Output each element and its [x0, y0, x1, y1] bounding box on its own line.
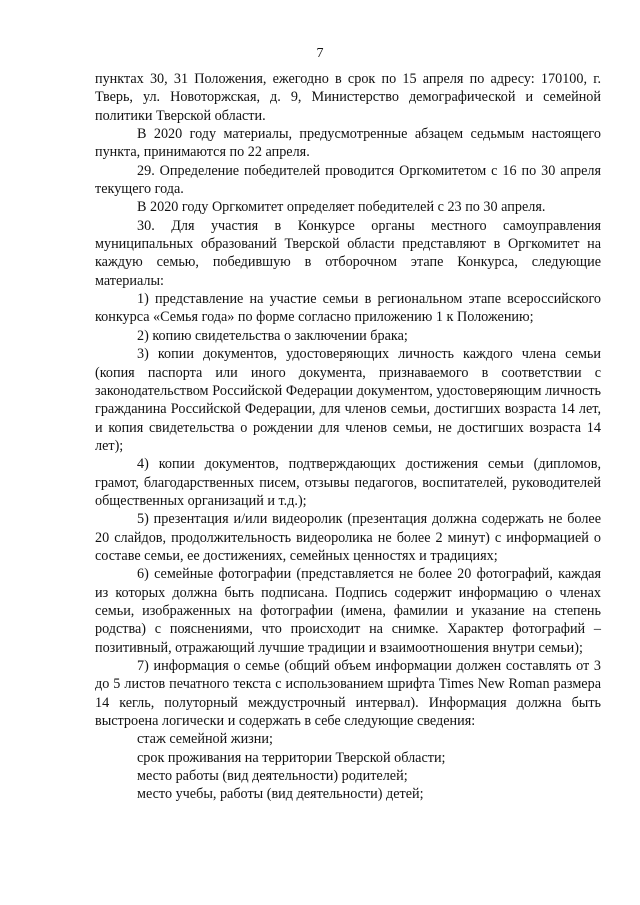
page-number: 7 [316, 46, 324, 61]
paragraph-item-30: 30. Для участия в Конкурсе органы местного самоуправления муниципальных образований Тверской области представляют в Оргкомитет на каждую семью, победившую в отборочном этапе Конкурса, следующие материалы: [95, 217, 601, 289]
list-item: срок проживания на территории Тверской области; [137, 749, 446, 766]
paragraph-continuation: пунктах 30, 31 Положения, ежегодно в срок по 15 апреля по адресу: 170100, г. Тверь, ул. Новоторжская, д. 9, Министерство демографической и семейной политики Тверской области. [95, 71, 601, 124]
paragraph-2020-winners: В 2020 году Оргкомитет определяет победителей с 23 по 30 апреля. [137, 199, 546, 216]
paragraph-item-29: 29. Определение победителей проводится Оргкомитетом с 16 по 30 апреля текущего года. [95, 162, 601, 198]
list-entry-6: 6) семейные фотографии (представляется не более 20 фотографий, каждая из которых должна быть подписана. Подпись содержит информацию о членах семьи, изображенных на фотографии (имена, фамилии и указание на степень родства) с пояснениями, что происходит на снимке. Характер фотографий – позитивный, отражающий лучшие традиции и взаимоотношения внутри семьи); [95, 566, 601, 656]
list-entry-1: 1) представление на участие семьи в региональном этапе всероссийского конкурса «Семья года» по форме согласно приложению 1 к Положению; [95, 291, 601, 326]
list-entry-3: 3) копии документов, удостоверяющих личность каждого члена семьи (копия паспорта или иного документа, признаваемого в соответствии с законодательством Российской Федерации документом, удостоверяющим личность гражданина Российской Федерации, для членов семьи, достигших возраста 14 лет, и копия свидетельства о рождении для членов семьи, не достигших возраста 14 лет); [95, 346, 601, 454]
paragraph-2020-materials: В 2020 году материалы, предусмотренные абзацем седьмым настоящего пункта, принимаются по 22 апреля. [95, 126, 601, 161]
list-entry-2: 2) копию свидетельства о заключении брака; [137, 327, 408, 344]
document-body [95, 70, 601, 804]
list-item: место работы (вид деятельности) родителей; [137, 768, 408, 785]
list-entry-5: 5) презентация и/или видеоролик (презентация должна содержать не более 20 слайдов, продолжительность видеоролика не более 2 минут) с информацией о составе семьи, ее достижениях, семейных ценностях и традициях; [95, 511, 601, 564]
list-entry-4: 4) копии документов, подтверждающих достижения семьи (дипломов, грамот, благодарственных писем, отзывы педагогов, воспитателей, руководителей общественных организаций и т.д.); [95, 456, 601, 509]
list-entry-7: 7) информация о семье (общий объем информации должен составлять от 3 до 5 листов печатного текста с использованием шрифта Times New Roman размера 14 кегль, полуторный междустрочный интервал). Информация должна быть выстроена логически и содержать в себе следующие сведения: [95, 658, 601, 730]
list-item: стаж семейной жизни; [137, 731, 273, 748]
list-item: место учебы, работы (вид деятельности) детей; [137, 786, 424, 803]
